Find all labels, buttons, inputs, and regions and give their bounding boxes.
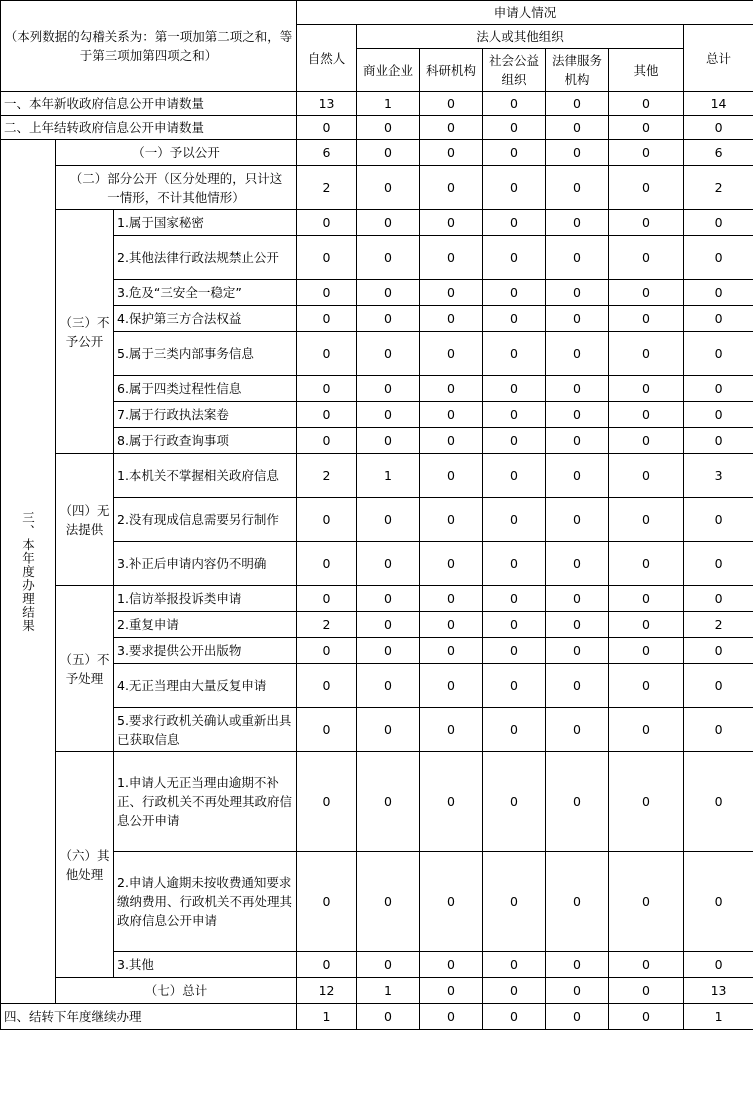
row-label-agency-not-hold: 1.本机关不掌握相关政府信息 bbox=[114, 454, 297, 498]
cell-value: 0 bbox=[546, 586, 609, 612]
row-label-other: 3.其他 bbox=[114, 952, 297, 978]
cell-value: 0 bbox=[357, 952, 420, 978]
cell-value: 0 bbox=[546, 306, 609, 332]
table-row bbox=[1, 306, 753, 332]
cell-value: 0 bbox=[483, 280, 546, 306]
row-label-new-applications: 一、本年新收政府信息公开申请数量 bbox=[1, 92, 297, 116]
cell-value: 0 bbox=[609, 952, 684, 978]
header-col-other: 其他 bbox=[609, 49, 684, 92]
cell-value: 0 bbox=[420, 638, 483, 664]
cell-value: 0 bbox=[357, 402, 420, 428]
row-label-three-safety-one-stability: 3.危及“三安全一稳定” bbox=[114, 280, 297, 306]
row-label-carryover-applications: 二、上年结转政府信息公开申请数量 bbox=[1, 116, 297, 140]
table-row bbox=[1, 498, 753, 542]
cell-value: 0 bbox=[684, 638, 753, 664]
cell-value: 0 bbox=[609, 708, 684, 752]
cell-value: 1 bbox=[684, 1004, 753, 1030]
table-row bbox=[1, 428, 753, 454]
row-label-duplicate-application: 2.重复申请 bbox=[114, 612, 297, 638]
cell-value: 0 bbox=[483, 638, 546, 664]
cell-value: 0 bbox=[546, 664, 609, 708]
cell-value: 0 bbox=[546, 92, 609, 116]
cell-value: 0 bbox=[420, 852, 483, 952]
cell-value: 0 bbox=[546, 638, 609, 664]
cell-value: 0 bbox=[609, 978, 684, 1004]
row-label-repeated-without-reason: 4.无正当理由大量反复申请 bbox=[114, 664, 297, 708]
cell-value: 0 bbox=[684, 332, 753, 376]
cell-value: 0 bbox=[546, 140, 609, 166]
cell-value: 0 bbox=[297, 280, 357, 306]
cell-value: 3 bbox=[684, 454, 753, 498]
cell-value: 1 bbox=[357, 454, 420, 498]
cell-value: 0 bbox=[609, 402, 684, 428]
cell-value: 0 bbox=[684, 952, 753, 978]
cell-value: 0 bbox=[483, 454, 546, 498]
cell-value: 0 bbox=[609, 92, 684, 116]
cell-value: 0 bbox=[357, 708, 420, 752]
cell-value: 0 bbox=[546, 612, 609, 638]
row-label-public-publication: 3.要求提供公开出版物 bbox=[114, 638, 297, 664]
cell-value: 0 bbox=[483, 664, 546, 708]
cell-value: 0 bbox=[420, 664, 483, 708]
cell-value: 0 bbox=[684, 428, 753, 454]
cell-value: 0 bbox=[483, 708, 546, 752]
cell-value: 0 bbox=[420, 428, 483, 454]
cell-value: 0 bbox=[483, 376, 546, 402]
cell-value: 0 bbox=[609, 852, 684, 952]
table-row bbox=[1, 332, 753, 376]
table-row bbox=[1, 280, 753, 306]
section-label-annual-results: 三、本年度办理结果 bbox=[1, 140, 56, 1004]
table-row bbox=[1, 376, 753, 402]
cell-value: 0 bbox=[357, 428, 420, 454]
cell-value: 0 bbox=[684, 708, 753, 752]
cell-value: 0 bbox=[546, 116, 609, 140]
row-label-overdue-no-correction: 1.申请人无正当理由逾期不补正、行政机关不再处理其政府信息公开申请 bbox=[114, 752, 297, 852]
header-col-commercial-enterprise: 商业企业 bbox=[357, 49, 420, 92]
cell-value: 0 bbox=[420, 542, 483, 586]
cell-value: 0 bbox=[420, 402, 483, 428]
table-row bbox=[1, 638, 753, 664]
cell-value: 0 bbox=[546, 280, 609, 306]
cell-value: 0 bbox=[420, 752, 483, 852]
cell-value: 0 bbox=[609, 752, 684, 852]
header-col-total: 总计 bbox=[684, 25, 753, 92]
row-label-law-prohibited: 2.其他法律行政法规禁止公开 bbox=[114, 236, 297, 280]
cell-value: 0 bbox=[684, 210, 753, 236]
cell-value: 0 bbox=[420, 140, 483, 166]
table-row bbox=[1, 1004, 753, 1030]
cell-value: 2 bbox=[297, 166, 357, 210]
cell-value: 0 bbox=[483, 428, 546, 454]
table-row bbox=[1, 852, 753, 952]
table-row bbox=[1, 236, 753, 280]
row-label-partially-disclosed: （二）部分公开（区分处理的，只计这一情形，不计其他情形） bbox=[56, 166, 297, 210]
cell-value: 2 bbox=[684, 166, 753, 210]
cell-value: 0 bbox=[297, 664, 357, 708]
cell-value: 0 bbox=[420, 978, 483, 1004]
cell-value: 0 bbox=[297, 306, 357, 332]
row-label-subtotal: （七）总计 bbox=[56, 978, 297, 1004]
cell-value: 0 bbox=[483, 306, 546, 332]
cell-value: 0 bbox=[546, 752, 609, 852]
cell-value: 0 bbox=[483, 612, 546, 638]
cell-value: 13 bbox=[297, 92, 357, 116]
cell-value: 2 bbox=[297, 612, 357, 638]
row-label-disclosed: （一）予以公开 bbox=[56, 140, 297, 166]
cell-value: 14 bbox=[684, 92, 753, 116]
table-row bbox=[1, 92, 753, 116]
row-label-reconfirm-already-obtained: 5.要求行政机关确认或重新出具已获取信息 bbox=[114, 708, 297, 752]
cell-value: 0 bbox=[684, 852, 753, 952]
cell-value: 0 bbox=[297, 498, 357, 542]
cell-value: 0 bbox=[297, 752, 357, 852]
cell-value: 0 bbox=[684, 236, 753, 280]
table-row bbox=[1, 116, 753, 140]
cell-value: 0 bbox=[297, 428, 357, 454]
cell-value: 0 bbox=[297, 236, 357, 280]
cell-value: 0 bbox=[546, 542, 609, 586]
cell-value: 0 bbox=[357, 498, 420, 542]
table-row bbox=[1, 402, 753, 428]
cell-value: 0 bbox=[483, 140, 546, 166]
cell-value: 0 bbox=[483, 1004, 546, 1030]
cell-value: 0 bbox=[483, 586, 546, 612]
cell-value: 0 bbox=[546, 708, 609, 752]
table-row bbox=[1, 454, 753, 498]
table-row bbox=[1, 140, 753, 166]
row-label-overdue-no-payment: 2.申请人逾期未按收费通知要求缴纳费用、行政机关不再处理其政府信息公开申请 bbox=[114, 852, 297, 952]
row-label-process-information: 6.属于四类过程性信息 bbox=[114, 376, 297, 402]
row-label-carry-to-next-year: 四、结转下年度继续办理 bbox=[1, 1004, 297, 1030]
cell-value: 0 bbox=[483, 542, 546, 586]
cell-value: 0 bbox=[609, 210, 684, 236]
row-label-state-secret: 1.属于国家秘密 bbox=[114, 210, 297, 236]
cell-value: 0 bbox=[483, 402, 546, 428]
cell-value: 0 bbox=[546, 428, 609, 454]
row-label-petition-complaint: 1.信访举报投诉类申请 bbox=[114, 586, 297, 612]
cell-value: 0 bbox=[420, 306, 483, 332]
table-row bbox=[1, 978, 753, 1004]
cell-value: 0 bbox=[684, 306, 753, 332]
row-label-administrative-inquiry: 8.属于行政查询事项 bbox=[114, 428, 297, 454]
cell-value: 0 bbox=[609, 664, 684, 708]
cell-value: 0 bbox=[357, 638, 420, 664]
table-row bbox=[1, 542, 753, 586]
table-row bbox=[1, 952, 753, 978]
cell-value: 0 bbox=[297, 402, 357, 428]
cell-value: 0 bbox=[609, 612, 684, 638]
cell-value: 0 bbox=[546, 978, 609, 1004]
cell-value: 0 bbox=[609, 306, 684, 332]
header-note: （本列数据的勾稽关系为：第一项加第二项之和，等于第三项加第四项之和） bbox=[1, 1, 297, 92]
row-label-internal-affairs: 5.属于三类内部事务信息 bbox=[114, 332, 297, 376]
cell-value: 0 bbox=[684, 116, 753, 140]
cell-value: 2 bbox=[684, 612, 753, 638]
table-row bbox=[1, 586, 753, 612]
cell-value: 0 bbox=[609, 454, 684, 498]
cell-value: 6 bbox=[684, 140, 753, 166]
cell-value: 0 bbox=[546, 376, 609, 402]
cell-value: 0 bbox=[357, 116, 420, 140]
row-label-enforcement-files: 7.属于行政执法案卷 bbox=[114, 402, 297, 428]
row-label-third-party-rights: 4.保护第三方合法权益 bbox=[114, 306, 297, 332]
cell-value: 0 bbox=[357, 586, 420, 612]
cell-value: 0 bbox=[357, 664, 420, 708]
cell-value: 0 bbox=[483, 952, 546, 978]
cell-value: 0 bbox=[609, 280, 684, 306]
header-col-natural-person: 自然人 bbox=[297, 25, 357, 92]
cell-value: 12 bbox=[297, 978, 357, 1004]
cell-value: 0 bbox=[609, 116, 684, 140]
cell-value: 0 bbox=[420, 498, 483, 542]
cell-value: 0 bbox=[483, 166, 546, 210]
header-col-social-welfare-org: 社会公益组织 bbox=[483, 49, 546, 92]
cell-value: 2 bbox=[297, 454, 357, 498]
cell-value: 0 bbox=[420, 376, 483, 402]
cell-value: 0 bbox=[357, 210, 420, 236]
cell-value: 0 bbox=[357, 306, 420, 332]
cell-value: 0 bbox=[420, 166, 483, 210]
cell-value: 1 bbox=[297, 1004, 357, 1030]
cell-value: 0 bbox=[357, 332, 420, 376]
cell-value: 0 bbox=[420, 92, 483, 116]
cell-value: 1 bbox=[357, 978, 420, 1004]
cell-value: 0 bbox=[420, 210, 483, 236]
cell-value: 0 bbox=[357, 612, 420, 638]
subsection-label-not-processed: （五）不予处理 bbox=[56, 586, 114, 752]
cell-value: 0 bbox=[357, 166, 420, 210]
cell-value: 6 bbox=[297, 140, 357, 166]
cell-value: 0 bbox=[609, 638, 684, 664]
cell-value: 0 bbox=[357, 752, 420, 852]
table-row bbox=[1, 708, 753, 752]
header-applicant-group: 申请人情况 bbox=[297, 1, 753, 25]
cell-value: 13 bbox=[684, 978, 753, 1004]
row-label-still-unclear-after-correction: 3.补正后申请内容仍不明确 bbox=[114, 542, 297, 586]
cell-value: 0 bbox=[420, 116, 483, 140]
cell-value: 0 bbox=[357, 280, 420, 306]
subsection-label-other-handling: （六）其他处理 bbox=[56, 752, 114, 978]
cell-value: 0 bbox=[684, 498, 753, 542]
cell-value: 0 bbox=[609, 498, 684, 542]
cell-value: 0 bbox=[297, 638, 357, 664]
cell-value: 0 bbox=[483, 210, 546, 236]
cell-value: 0 bbox=[546, 402, 609, 428]
table-row bbox=[1, 210, 753, 236]
cell-value: 0 bbox=[609, 586, 684, 612]
cell-value: 0 bbox=[357, 236, 420, 280]
cell-value: 0 bbox=[420, 586, 483, 612]
cell-value: 0 bbox=[483, 92, 546, 116]
cell-value: 0 bbox=[684, 402, 753, 428]
cell-value: 0 bbox=[546, 236, 609, 280]
cell-value: 0 bbox=[483, 498, 546, 542]
header-col-legal-service-org: 法律服务机构 bbox=[546, 49, 609, 92]
cell-value: 0 bbox=[420, 612, 483, 638]
cell-value: 0 bbox=[420, 1004, 483, 1030]
cell-value: 0 bbox=[297, 542, 357, 586]
table-row bbox=[1, 752, 753, 852]
subsection-label-not-disclosed: （三）不予公开 bbox=[56, 210, 114, 454]
cell-value: 0 bbox=[420, 332, 483, 376]
cell-value: 0 bbox=[609, 376, 684, 402]
cell-value: 0 bbox=[546, 1004, 609, 1030]
cell-value: 0 bbox=[609, 140, 684, 166]
cell-value: 0 bbox=[546, 210, 609, 236]
cell-value: 0 bbox=[297, 332, 357, 376]
cell-value: 0 bbox=[609, 542, 684, 586]
cell-value: 0 bbox=[297, 376, 357, 402]
header-col-research-institution: 科研机构 bbox=[420, 49, 483, 92]
cell-value: 0 bbox=[297, 952, 357, 978]
cell-value: 0 bbox=[357, 376, 420, 402]
cell-value: 0 bbox=[483, 978, 546, 1004]
cell-value: 0 bbox=[609, 166, 684, 210]
cell-value: 0 bbox=[420, 708, 483, 752]
cell-value: 0 bbox=[420, 280, 483, 306]
cell-value: 0 bbox=[420, 952, 483, 978]
subsection-label-cannot-provide: （四）无法提供 bbox=[56, 454, 114, 586]
row-label-no-ready-information: 2.没有现成信息需要另行制作 bbox=[114, 498, 297, 542]
cell-value: 0 bbox=[483, 852, 546, 952]
cell-value: 0 bbox=[684, 586, 753, 612]
cell-value: 0 bbox=[546, 166, 609, 210]
cell-value: 0 bbox=[357, 1004, 420, 1030]
cell-value: 0 bbox=[297, 852, 357, 952]
cell-value: 0 bbox=[483, 116, 546, 140]
cell-value: 0 bbox=[684, 280, 753, 306]
cell-value: 0 bbox=[546, 454, 609, 498]
cell-value: 0 bbox=[297, 708, 357, 752]
header-legal-person-group: 法人或其他组织 bbox=[357, 25, 684, 49]
cell-value: 0 bbox=[546, 498, 609, 542]
cell-value: 0 bbox=[357, 542, 420, 586]
cell-value: 0 bbox=[297, 116, 357, 140]
cell-value: 0 bbox=[297, 210, 357, 236]
cell-value: 0 bbox=[684, 542, 753, 586]
cell-value: 0 bbox=[420, 236, 483, 280]
cell-value: 0 bbox=[609, 236, 684, 280]
cell-value: 0 bbox=[684, 664, 753, 708]
cell-value: 0 bbox=[357, 852, 420, 952]
cell-value: 0 bbox=[546, 952, 609, 978]
cell-value: 0 bbox=[609, 428, 684, 454]
cell-value: 0 bbox=[483, 332, 546, 376]
table-row bbox=[1, 166, 753, 210]
cell-value: 0 bbox=[609, 332, 684, 376]
cell-value: 0 bbox=[297, 586, 357, 612]
table-row bbox=[1, 664, 753, 708]
cell-value: 0 bbox=[546, 852, 609, 952]
header-row-group bbox=[1, 1, 753, 25]
cell-value: 0 bbox=[609, 1004, 684, 1030]
cell-value: 0 bbox=[420, 454, 483, 498]
cell-value: 0 bbox=[546, 332, 609, 376]
cell-value: 0 bbox=[684, 752, 753, 852]
cell-value: 0 bbox=[483, 236, 546, 280]
table-row bbox=[1, 612, 753, 638]
cell-value: 0 bbox=[684, 376, 753, 402]
cell-value: 1 bbox=[357, 92, 420, 116]
cell-value: 0 bbox=[483, 752, 546, 852]
cell-value: 0 bbox=[357, 140, 420, 166]
